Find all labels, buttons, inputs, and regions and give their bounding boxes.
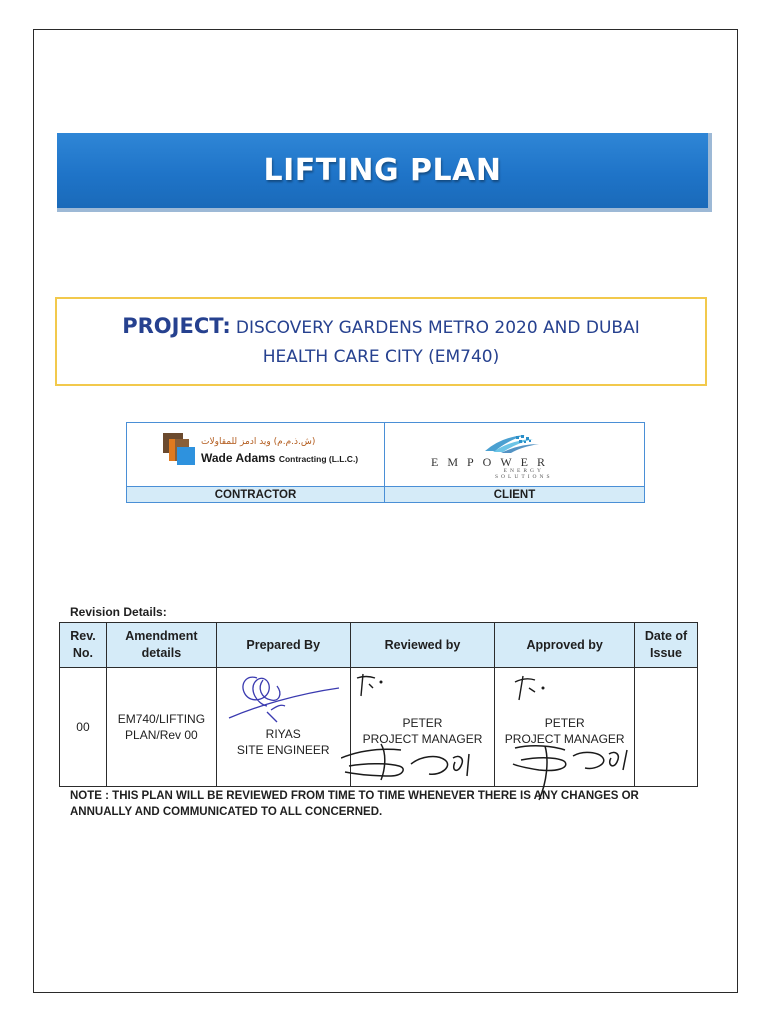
column-header: Approved by: [495, 623, 635, 668]
prepared-signature-icon: [227, 670, 342, 730]
reviewed-name: PETER: [402, 716, 443, 730]
contractor-role-label: CONTRACTOR: [127, 487, 385, 502]
amendment-cell: EM740/LIFTING PLAN/Rev 00: [106, 668, 216, 787]
client-role-label: CLIENT: [385, 487, 644, 502]
table-row: [60, 668, 698, 787]
approved-by-cell: [495, 668, 635, 787]
wade-adams-mark-icon: [163, 433, 197, 467]
prepared-name: RIYAS: [265, 727, 301, 741]
revision-header-row: [60, 623, 698, 668]
rev-no-cell: 00: [60, 668, 107, 787]
column-header: Rev. No.: [60, 623, 107, 668]
prepared-by-cell: [216, 668, 350, 787]
client-logo-cell: [385, 423, 644, 487]
project-name-line2: HEALTH CARE CITY (EM740): [262, 347, 500, 367]
project-box: [55, 297, 707, 386]
empower-swoosh-icon: [415, 431, 615, 455]
project-name-line1: DISCOVERY GARDENS METRO 2020 AND DUBAI: [235, 318, 640, 338]
column-header: Prepared By: [216, 623, 350, 668]
approved-name: PETER: [544, 716, 585, 730]
review-note: NOTE : THIS PLAN WILL BE REVIEWED FROM TIME TO TIME WHENEVER THERE IS ANY CHANGES OR ANNUALLY AND COMMUNICATED TO ALL CONCERNED.: [70, 790, 639, 818]
contractor-logo-cell: [127, 423, 385, 487]
revision-heading: Revision Details:: [70, 605, 167, 619]
empower-logo: [415, 431, 615, 479]
document-title: LIFTING PLAN: [263, 153, 502, 188]
date-of-issue-cell: [635, 668, 698, 787]
client-subtitle: ENERGY SOLUTIONS: [495, 468, 553, 480]
approved-initials-icon: [513, 672, 553, 702]
revision-table: [59, 622, 698, 787]
column-header: Date of Issue: [635, 623, 698, 668]
prepared-title: SITE ENGINEER: [236, 743, 330, 757]
party-logos-table: [126, 422, 645, 503]
column-header: Reviewed by: [350, 623, 495, 668]
reviewed-by-cell: [350, 668, 495, 787]
approved-title: PROJECT MANAGER: [504, 732, 625, 746]
title-banner: [57, 133, 712, 212]
wade-adams-logo: [163, 433, 363, 477]
reviewed-initials-icon: [355, 670, 395, 700]
project-label: PROJECT:: [122, 314, 231, 338]
reviewed-title: PROJECT MANAGER: [362, 732, 483, 746]
contractor-arabic-name: (ﺵ.ﺫ.ﻡ.ﻡ) ﻭﻳﺪ ﺍﺩﻣﺰ ﻟﻠﻤﻘﺎﻭﻻﺕ: [201, 437, 316, 447]
column-header: Amendment details: [106, 623, 216, 668]
contractor-name: Wade Adams Contracting (L.L.C.): [201, 451, 359, 465]
client-name: EMPOWER: [431, 455, 554, 469]
